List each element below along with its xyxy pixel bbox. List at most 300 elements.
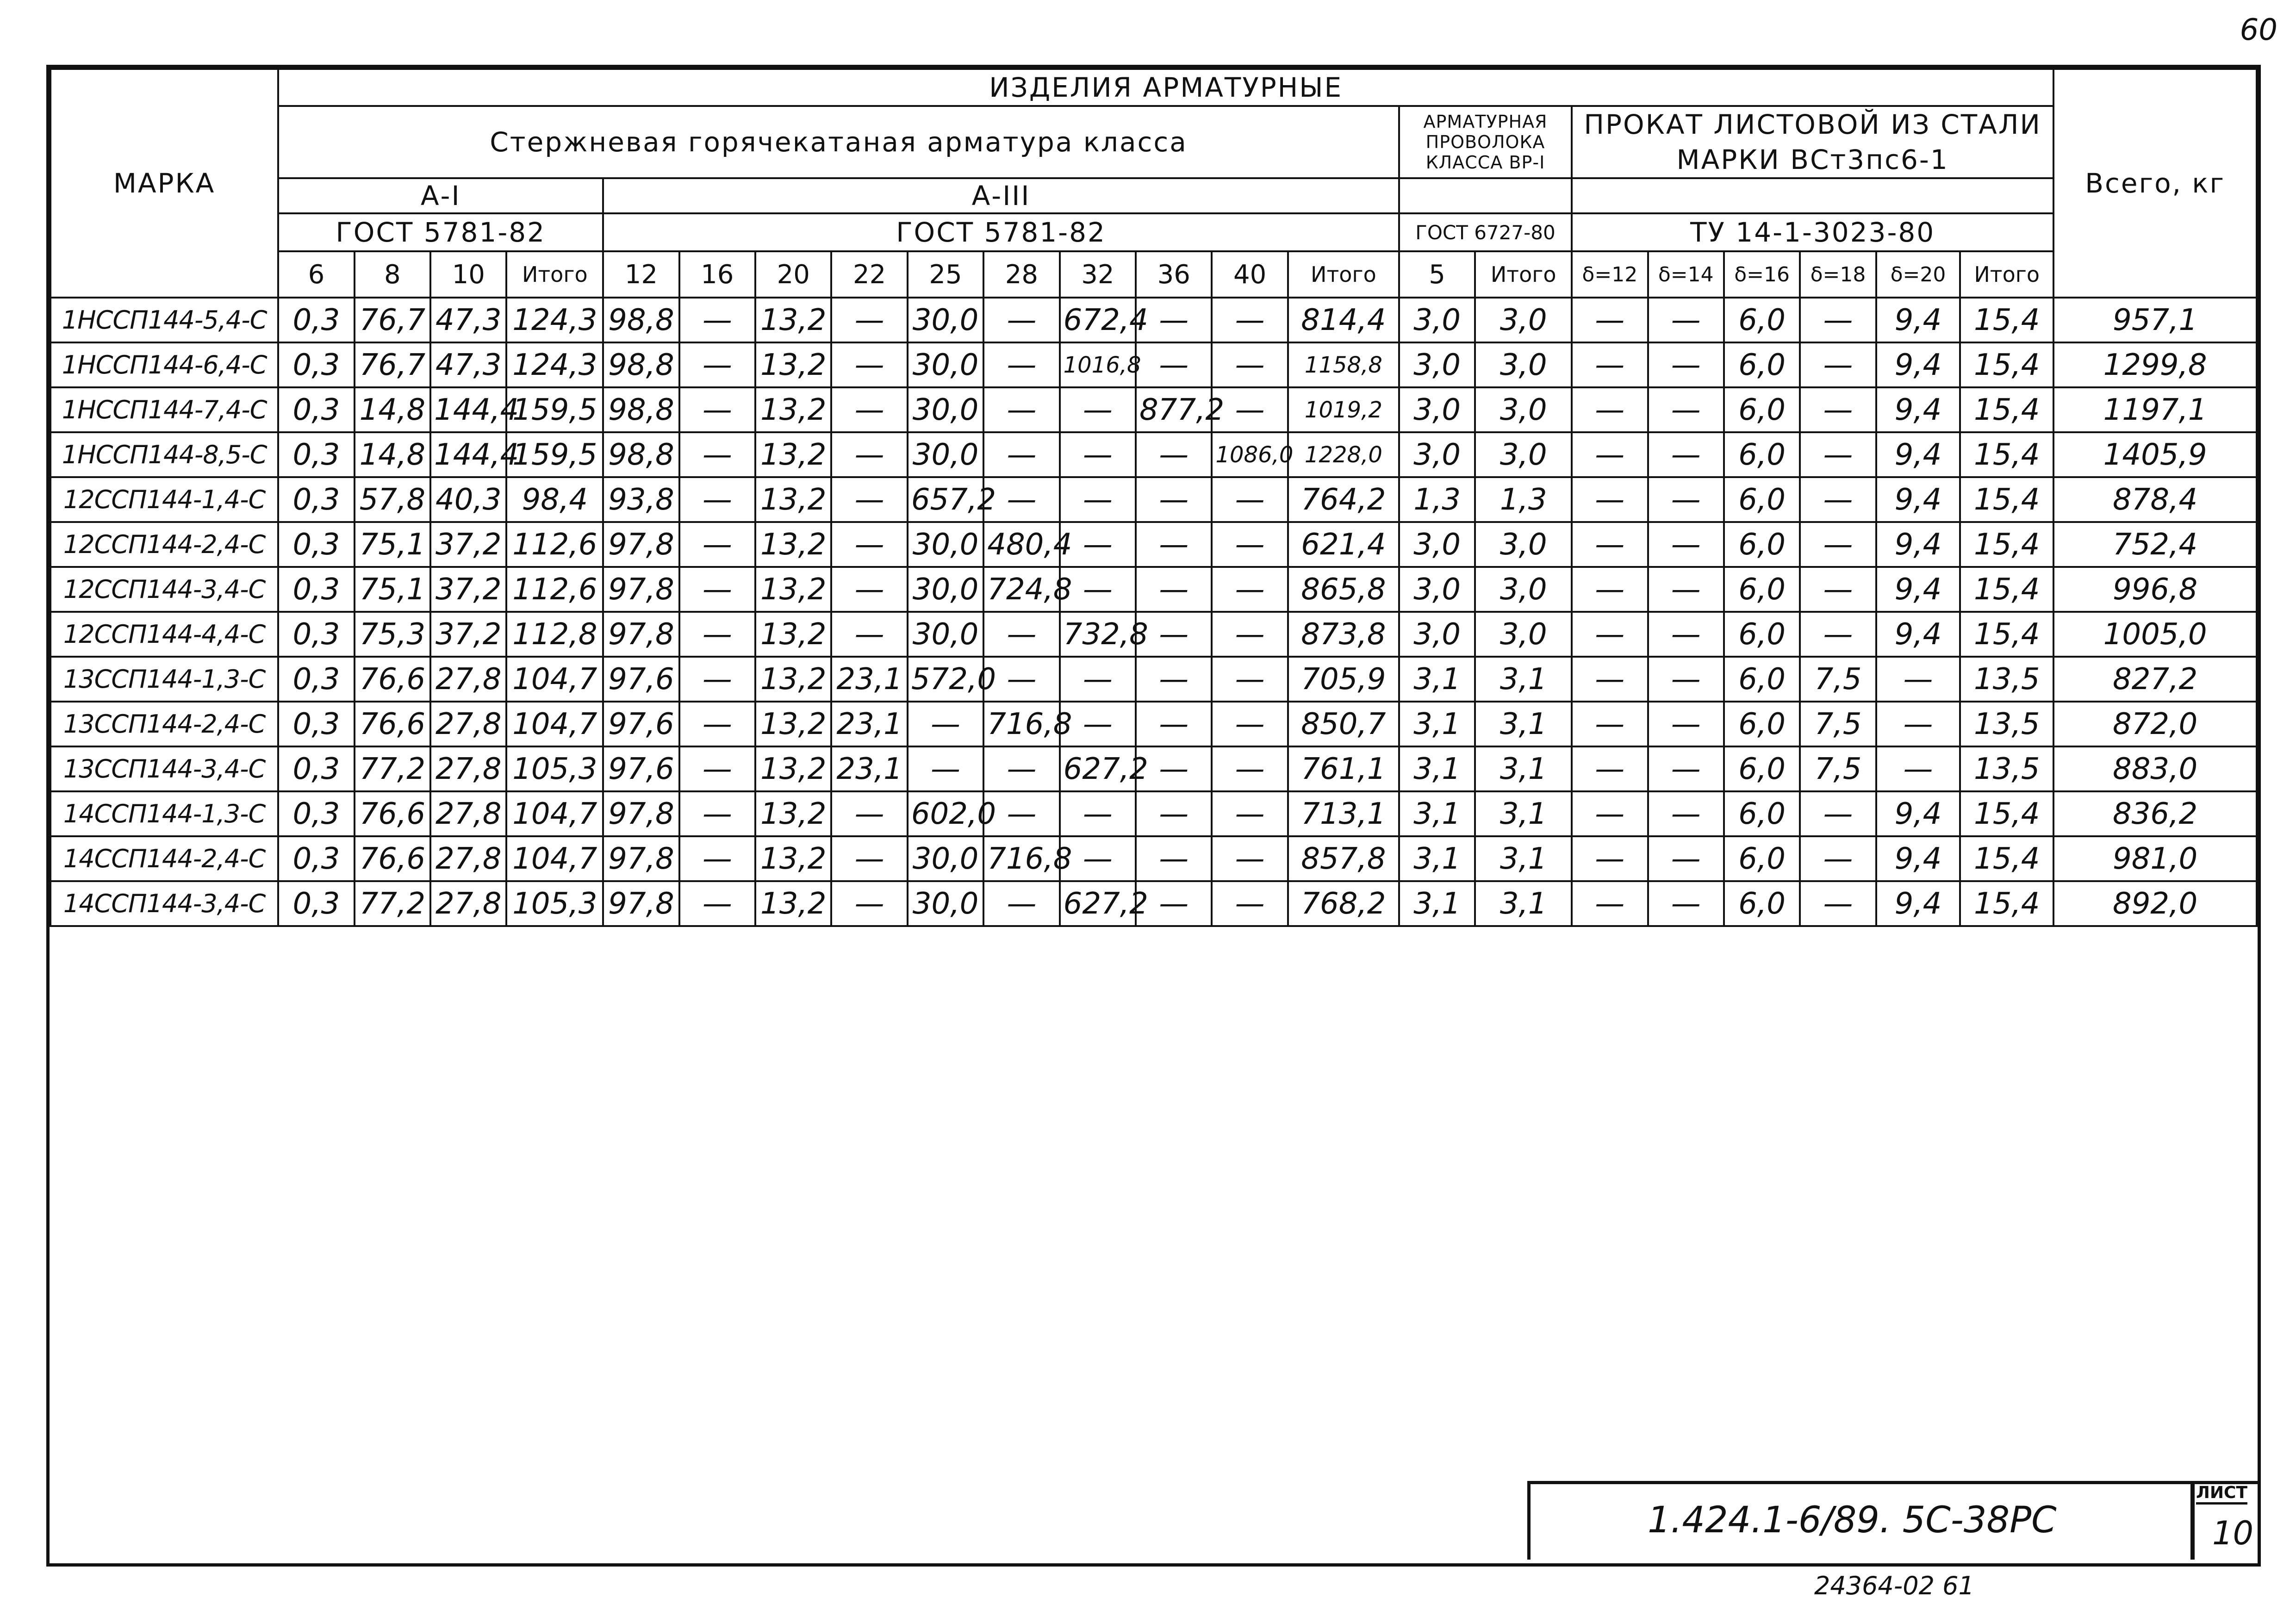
table-cell: 3,1	[1399, 836, 1475, 881]
column-header: δ=18	[1800, 251, 1876, 298]
row-mark: 12ССП144-1,4-С	[50, 477, 278, 522]
table-cell: —	[983, 612, 1059, 657]
table-cell: —	[983, 342, 1059, 387]
table-cell: 27,8	[430, 881, 506, 926]
column-header: 22	[831, 251, 907, 298]
header-gost-wire: ГОСТ 6727-80	[1399, 213, 1572, 251]
header-gost-a3: ГОСТ 5781-82	[603, 213, 1399, 251]
table-cell: 97,6	[603, 657, 679, 702]
table-cell: —	[1572, 387, 1648, 432]
row-total: 872,0	[2053, 702, 2257, 746]
table-cell: —	[1212, 567, 1288, 612]
row-mark: 14ССП144-2,4-С	[50, 836, 278, 881]
table-cell: —	[831, 342, 907, 387]
table-cell: —	[831, 791, 907, 836]
table-cell: 30,0	[908, 836, 983, 881]
specification-table	[50, 68, 2258, 927]
row-mark: 1НССП144-5,4-С	[50, 298, 278, 342]
table-row	[50, 387, 2257, 432]
table-cell: 98,8	[603, 342, 679, 387]
table-cell: 15,4	[1960, 881, 2053, 926]
table-cell: 3,0	[1475, 432, 1572, 477]
row-total: 1197,1	[2053, 387, 2257, 432]
table-cell: 627,2	[1060, 881, 1136, 926]
sheet-label: ЛИСТ	[2196, 1483, 2247, 1505]
table-cell: 724,8	[983, 567, 1059, 612]
table-cell: 3,0	[1399, 522, 1475, 567]
table-cell: 13,2	[755, 746, 831, 791]
table-cell: —	[1212, 612, 1288, 657]
table-cell: 27,8	[430, 746, 506, 791]
table-cell: 105,3	[506, 881, 603, 926]
table-cell: 480,4	[983, 522, 1059, 567]
table-cell: 76,7	[355, 298, 430, 342]
column-header: 12	[603, 251, 679, 298]
header-sheet: ПРОКАТ ЛИСТОВОЙ ИЗ СТАЛИ МАРКИ ВСт3пс6-1	[1572, 106, 2053, 178]
table-cell: 9,4	[1876, 836, 1960, 881]
table-cell: 75,1	[355, 567, 430, 612]
row-total: 878,4	[2053, 477, 2257, 522]
table-cell: —	[679, 342, 755, 387]
table-cell: 1086,0	[1212, 432, 1288, 477]
table-cell: 13,2	[755, 612, 831, 657]
table-cell: —	[908, 702, 983, 746]
table-cell: 112,6	[506, 522, 603, 567]
column-header: δ=16	[1724, 251, 1800, 298]
table-row	[50, 881, 2257, 926]
table-cell: 13,2	[755, 702, 831, 746]
table-cell: 97,6	[603, 702, 679, 746]
table-cell: —	[1648, 657, 1724, 702]
table-cell: —	[831, 836, 907, 881]
column-header: δ=20	[1876, 251, 1960, 298]
table-cell: 13,5	[1960, 702, 2053, 746]
table-cell: 15,4	[1960, 342, 2053, 387]
table-cell: 27,8	[430, 836, 506, 881]
table-cell: —	[1648, 477, 1724, 522]
table-cell: —	[1572, 836, 1648, 881]
table-cell: 30,0	[908, 522, 983, 567]
table-cell: 13,2	[755, 432, 831, 477]
table-cell: 97,8	[603, 612, 679, 657]
table-cell: —	[679, 477, 755, 522]
table-cell: 13,2	[755, 477, 831, 522]
table-cell: 3,0	[1475, 612, 1572, 657]
table-cell: 14,8	[355, 387, 430, 432]
table-cell: 23,1	[831, 657, 907, 702]
table-cell: 7,5	[1800, 746, 1876, 791]
table-cell: 97,8	[603, 836, 679, 881]
table-cell: —	[679, 836, 755, 881]
table-cell: —	[983, 477, 1059, 522]
table-cell: 3,0	[1399, 567, 1475, 612]
table-cell: —	[1572, 657, 1648, 702]
table-row	[50, 612, 2257, 657]
table-cell: —	[1572, 298, 1648, 342]
table-cell: 764,2	[1288, 477, 1399, 522]
header-tu-sheet: ТУ 14-1-3023-80	[1572, 213, 2053, 251]
table-cell: 7,5	[1800, 702, 1876, 746]
table-cell: 97,8	[603, 791, 679, 836]
table-cell: 30,0	[908, 342, 983, 387]
table-cell: 3,1	[1475, 702, 1572, 746]
table-cell: —	[1648, 746, 1724, 791]
table-cell: —	[1212, 522, 1288, 567]
table-cell: 7,5	[1800, 657, 1876, 702]
table-cell: 9,4	[1876, 612, 1960, 657]
table-cell: 877,2	[1136, 387, 1212, 432]
table-cell: 865,8	[1288, 567, 1399, 612]
row-mark: 1НССП144-7,4-С	[50, 387, 278, 432]
table-cell: —	[679, 612, 755, 657]
table-cell: —	[679, 657, 755, 702]
table-cell: 112,6	[506, 567, 603, 612]
table-cell: —	[1572, 477, 1648, 522]
page-number: 60	[2240, 13, 2277, 47]
table-cell: 6,0	[1724, 567, 1800, 612]
header-class-a3: А-III	[603, 178, 1399, 213]
table-cell: —	[1572, 702, 1648, 746]
table-cell: 716,8	[983, 702, 1059, 746]
table-row	[50, 836, 2257, 881]
table-cell: 76,6	[355, 836, 430, 881]
table-cell: 873,8	[1288, 612, 1399, 657]
table-cell: 0,3	[278, 298, 354, 342]
table-cell: 6,0	[1724, 657, 1800, 702]
table-row	[50, 298, 2257, 342]
header-mark: МАРКА	[50, 69, 278, 298]
table-cell: 47,3	[430, 342, 506, 387]
table-row	[50, 522, 2257, 567]
table-cell: —	[1648, 612, 1724, 657]
table-cell: 6,0	[1724, 387, 1800, 432]
column-header: 8	[355, 251, 430, 298]
table-cell: 1016,8	[1060, 342, 1136, 387]
header-gost-a1: ГОСТ 5781-82	[278, 213, 603, 251]
table-cell: —	[1572, 791, 1648, 836]
table-cell: 98,8	[603, 387, 679, 432]
table-cell: 13,2	[755, 387, 831, 432]
table-cell: 112,8	[506, 612, 603, 657]
table-cell: 850,7	[1288, 702, 1399, 746]
table-cell: 713,1	[1288, 791, 1399, 836]
table-row	[50, 342, 2257, 387]
row-mark: 12ССП144-4,4-С	[50, 612, 278, 657]
table-cell: 13,2	[755, 567, 831, 612]
table-cell: —	[1648, 522, 1724, 567]
table-cell: 9,4	[1876, 881, 1960, 926]
column-header: 32	[1060, 251, 1136, 298]
table-cell: 9,4	[1876, 432, 1960, 477]
table-cell: —	[1136, 298, 1212, 342]
table-cell: 15,4	[1960, 298, 2053, 342]
table-cell: 3,0	[1399, 387, 1475, 432]
table-cell: —	[1648, 432, 1724, 477]
row-mark: 1НССП144-6,4-С	[50, 342, 278, 387]
table-cell: 6,0	[1724, 298, 1800, 342]
table-cell: —	[1212, 387, 1288, 432]
table-cell: 6,0	[1724, 612, 1800, 657]
table-cell: 30,0	[908, 432, 983, 477]
table-cell: —	[983, 298, 1059, 342]
table-cell: 98,8	[603, 432, 679, 477]
table-cell: 104,7	[506, 702, 603, 746]
table-cell: —	[1876, 702, 1960, 746]
table-cell: —	[1060, 657, 1136, 702]
table-cell: 0,3	[278, 387, 354, 432]
table-cell: —	[983, 791, 1059, 836]
table-cell: —	[908, 746, 983, 791]
table-cell: —	[831, 567, 907, 612]
table-cell: 6,0	[1724, 702, 1800, 746]
column-header: Итого	[1475, 251, 1572, 298]
table-cell: 15,4	[1960, 567, 2053, 612]
table-cell: —	[983, 387, 1059, 432]
table-cell: —	[1060, 432, 1136, 477]
table-cell: —	[1212, 657, 1288, 702]
table-cell: 124,3	[506, 342, 603, 387]
table-cell: —	[1800, 477, 1876, 522]
table-cell: 23,1	[831, 702, 907, 746]
table-cell: —	[983, 432, 1059, 477]
row-total: 836,2	[2053, 791, 2257, 836]
table-cell: 814,4	[1288, 298, 1399, 342]
table-cell: —	[1060, 387, 1136, 432]
table-cell: 6,0	[1724, 342, 1800, 387]
table-cell: —	[1136, 612, 1212, 657]
table-cell: —	[1572, 342, 1648, 387]
table-cell: 30,0	[908, 881, 983, 926]
table-cell: 9,4	[1876, 387, 1960, 432]
table-cell: 57,8	[355, 477, 430, 522]
table-cell: 0,3	[278, 612, 354, 657]
table-cell: —	[1800, 791, 1876, 836]
row-total: 1005,0	[2053, 612, 2257, 657]
table-cell: 13,2	[755, 522, 831, 567]
table-cell: —	[1572, 567, 1648, 612]
table-cell: —	[1136, 791, 1212, 836]
table-cell: —	[1876, 657, 1960, 702]
table-cell: 144,4	[430, 432, 506, 477]
table-cell: 3,1	[1399, 657, 1475, 702]
table-cell: —	[1212, 746, 1288, 791]
table-cell: —	[1212, 702, 1288, 746]
table-row	[50, 567, 2257, 612]
table-cell: 98,8	[603, 298, 679, 342]
table-cell: 6,0	[1724, 836, 1800, 881]
table-cell: 77,2	[355, 746, 430, 791]
table-cell: —	[1572, 612, 1648, 657]
table-cell: —	[1572, 522, 1648, 567]
table-cell: —	[679, 881, 755, 926]
table-cell: 105,3	[506, 746, 603, 791]
table-cell: —	[1136, 477, 1212, 522]
table-cell: 572,0	[908, 657, 983, 702]
table-cell: —	[1800, 881, 1876, 926]
table-cell: —	[1800, 612, 1876, 657]
table-cell: 0,3	[278, 791, 354, 836]
table-cell: 15,4	[1960, 432, 2053, 477]
column-header: Итого	[1288, 251, 1399, 298]
table-cell: —	[831, 522, 907, 567]
table-cell: —	[1800, 836, 1876, 881]
table-cell: 3,0	[1399, 298, 1475, 342]
table-cell: 15,4	[1960, 387, 2053, 432]
table-cell: 47,3	[430, 298, 506, 342]
sheet-number: 10	[2212, 1514, 2254, 1552]
table-cell: 76,6	[355, 657, 430, 702]
table-cell: —	[1648, 387, 1724, 432]
table-cell: —	[1136, 657, 1212, 702]
table-cell: —	[679, 387, 755, 432]
table-cell: 97,8	[603, 522, 679, 567]
table-cell: 3,0	[1475, 298, 1572, 342]
table-cell: 1,3	[1399, 477, 1475, 522]
table-cell: 3,0	[1475, 387, 1572, 432]
column-header: Итого	[1960, 251, 2053, 298]
row-total: 892,0	[2053, 881, 2257, 926]
table-cell: 716,8	[983, 836, 1059, 881]
table-cell: 15,4	[1960, 522, 2053, 567]
table-cell: —	[1212, 477, 1288, 522]
table-cell: —	[1136, 522, 1212, 567]
table-row	[50, 432, 2257, 477]
table-cell: —	[679, 522, 755, 567]
table-cell: 3,1	[1399, 881, 1475, 926]
table-cell: 768,2	[1288, 881, 1399, 926]
column-header: 40	[1212, 251, 1288, 298]
row-total: 1299,8	[2053, 342, 2257, 387]
table-cell: —	[1800, 567, 1876, 612]
table-cell: 104,7	[506, 791, 603, 836]
table-cell: 3,0	[1399, 612, 1475, 657]
table-cell: 124,3	[506, 298, 603, 342]
table-cell: —	[1212, 836, 1288, 881]
table-cell: —	[679, 298, 755, 342]
table-cell: —	[983, 657, 1059, 702]
row-mark: 13ССП144-1,3-С	[50, 657, 278, 702]
table-cell: —	[1060, 836, 1136, 881]
table-cell: 104,7	[506, 657, 603, 702]
row-total: 957,1	[2053, 298, 2257, 342]
column-header: 10	[430, 251, 506, 298]
table-cell: 3,0	[1399, 342, 1475, 387]
table-cell: 3,1	[1475, 746, 1572, 791]
table-cell: —	[983, 746, 1059, 791]
table-cell: —	[1060, 567, 1136, 612]
table-cell: —	[1800, 298, 1876, 342]
column-header: 25	[908, 251, 983, 298]
column-header: δ=14	[1648, 251, 1724, 298]
table-cell: —	[1800, 432, 1876, 477]
table-cell: 0,3	[278, 567, 354, 612]
column-header: 36	[1136, 251, 1212, 298]
table-row	[50, 657, 2257, 702]
table-cell: 3,0	[1399, 432, 1475, 477]
table-cell: 13,2	[755, 836, 831, 881]
table-cell: 13,2	[755, 657, 831, 702]
table-cell: 13,2	[755, 342, 831, 387]
table-cell: 3,0	[1475, 567, 1572, 612]
table-cell: —	[679, 746, 755, 791]
table-cell: 13,5	[1960, 746, 2053, 791]
table-cell: —	[1212, 881, 1288, 926]
table-cell: —	[1136, 567, 1212, 612]
row-total: 996,8	[2053, 567, 2257, 612]
table-cell: 37,2	[430, 567, 506, 612]
table-cell: —	[1800, 342, 1876, 387]
table-cell: 76,6	[355, 791, 430, 836]
table-cell: 3,1	[1399, 791, 1475, 836]
table-cell: 159,5	[506, 432, 603, 477]
column-header: 20	[755, 251, 831, 298]
table-cell: 77,2	[355, 881, 430, 926]
row-mark: 14ССП144-1,3-С	[50, 791, 278, 836]
table-cell: 9,4	[1876, 791, 1960, 836]
table-row	[50, 791, 2257, 836]
footer-code: 24364-02 61	[1814, 1571, 1974, 1600]
table-cell: 76,7	[355, 342, 430, 387]
table-cell: 602,0	[908, 791, 983, 836]
header-total: Всего, кг	[2053, 69, 2257, 298]
table-cell: —	[1572, 881, 1648, 926]
table-cell: 621,4	[1288, 522, 1399, 567]
table-cell: 6,0	[1724, 432, 1800, 477]
row-mark: 13ССП144-3,4-С	[50, 746, 278, 791]
table-cell: —	[1800, 522, 1876, 567]
table-cell: 857,8	[1288, 836, 1399, 881]
row-total: 1405,9	[2053, 432, 2257, 477]
table-cell: —	[1876, 746, 1960, 791]
table-cell: —	[1212, 298, 1288, 342]
table-row	[50, 702, 2257, 746]
table-cell: —	[1136, 836, 1212, 881]
table-cell: 9,4	[1876, 477, 1960, 522]
row-mark: 1НССП144-8,5-С	[50, 432, 278, 477]
header-rod: Стержневая горячекатаная арматура класса	[278, 106, 1399, 178]
table-cell: 0,3	[278, 702, 354, 746]
table-cell: 0,3	[278, 342, 354, 387]
table-cell: —	[679, 432, 755, 477]
table-cell: 30,0	[908, 298, 983, 342]
table-cell: 732,8	[1060, 612, 1136, 657]
table-cell: —	[679, 791, 755, 836]
table-cell: 3,1	[1399, 746, 1475, 791]
table-cell: 14,8	[355, 432, 430, 477]
table-cell: 98,4	[506, 477, 603, 522]
row-total: 752,4	[2053, 522, 2257, 567]
table-cell: 6,0	[1724, 522, 1800, 567]
table-cell: 97,8	[603, 881, 679, 926]
table-cell: —	[1648, 342, 1724, 387]
table-cell: 3,0	[1475, 342, 1572, 387]
table-cell: 97,8	[603, 567, 679, 612]
table-cell: —	[1648, 836, 1724, 881]
table-cell: 159,5	[506, 387, 603, 432]
table-cell: —	[1648, 702, 1724, 746]
table-cell: 37,2	[430, 522, 506, 567]
table-cell: 672,4	[1060, 298, 1136, 342]
table-cell: —	[983, 881, 1059, 926]
table-cell: 30,0	[908, 567, 983, 612]
table-cell: —	[1060, 477, 1136, 522]
row-total: 827,2	[2053, 657, 2257, 702]
row-mark: 13ССП144-2,4-С	[50, 702, 278, 746]
table-cell: —	[1648, 567, 1724, 612]
row-mark: 14ССП144-3,4-С	[50, 881, 278, 926]
table-cell: 3,1	[1399, 702, 1475, 746]
table-cell: —	[1648, 298, 1724, 342]
